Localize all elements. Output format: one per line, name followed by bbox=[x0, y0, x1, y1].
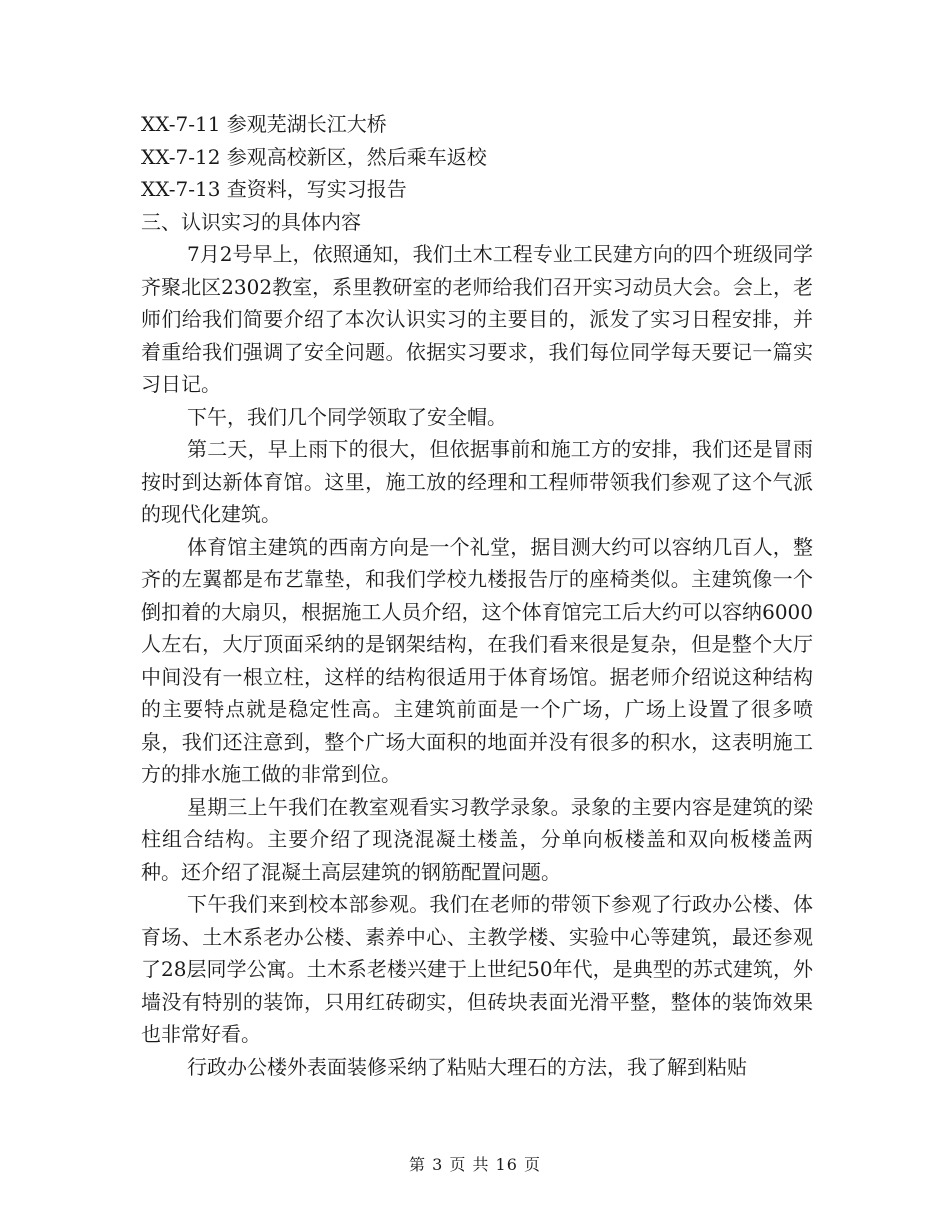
document-body bbox=[141, 108, 813, 1083]
section-heading: 三、认识实习的具体内容 bbox=[141, 209, 361, 234]
schedule-line-0711: XX-7-11 参观芜湖长江大桥 bbox=[141, 112, 387, 136]
page-number-footer: 第 3 页 共 16 页 bbox=[409, 1155, 541, 1174]
schedule-line-0712: XX-7-12 参观高校新区，然后乘车返校 bbox=[141, 144, 487, 169]
body-paragraph: 下午我们来到校本部参观。我们在老师的带领下参观了行政办公楼、体育场、土木系老办公楼、素养中心、主教学楼、实验中心等建筑，最还参观了28层同学公寓。土木系老楼兴建于上世纪50年代，是典型的苏式建筑，外墙没有特别的装饰，只用红砖砌实，但砖块表面光滑平整，整体的装饰效果也非常好看。 bbox=[141, 892, 813, 1046]
schedule-line-0713: XX-7-13 查资料，写实习报告 bbox=[141, 177, 407, 201]
body-paragraph: 体育馆主建筑的西南方向是一个礼堂，据目测大约可以容纳几百人，整齐的左翼都是布艺靠垫，和我们学校九楼报告厅的座椅类似。主建筑像一个倒扣着的大扇贝，根据施工人员介绍，这个体育馆完工后大约可以容纳6000人左右，大厅顶面采纳的是钢架结构，在我们看来很是复杂，但是整个大厅中间没有一根立柱，这样的结构很适用于体育场馆。据老师介绍说这种结构的主要特点就是稳定性高。主建筑前面是一个广场，广场上设置了很多喷泉，我们还注意到，整个广场大面积的地面并没有很多的积水，这表明施工方的排水施工做的非常到位。 bbox=[141, 534, 813, 786]
body-paragraph: 第二天，早上雨下的很大，但依据事前和施工方的安排，我们还是冒雨按时到达新体育馆。这里，施工放的经理和工程师带领我们参观了这个气派的现代化建筑。 bbox=[141, 437, 813, 526]
body-paragraph: 下午，我们几个同学领取了安全帽。 bbox=[187, 404, 507, 429]
body-paragraph: 星期三上午我们在教室观看实习教学录象。录象的主要内容是建筑的梁柱组合结构。主要介绍了现浇混凝土楼盖，分单向板楼盖和双向板楼盖两种。还介绍了混凝土高层建筑的钢筋配置问题。 bbox=[141, 794, 813, 884]
body-paragraph: 7月2号早上，依照通知，我们土木工程专业工民建方向的四个班级同学齐聚北区2302教室，系里教研室的老师给我们召开实习动员大会。会上，老师们给我们简要介绍了本次认识实习的主要目的，派发了实习日程安排，并着重给我们强调了安全问题。依据实习要求，我们每位同学每天要记一篇实习日记。 bbox=[141, 242, 813, 396]
body-paragraph: 行政办公楼外表面装修采纳了粘贴大理石的方法，我了解到粘贴 bbox=[187, 1054, 747, 1079]
